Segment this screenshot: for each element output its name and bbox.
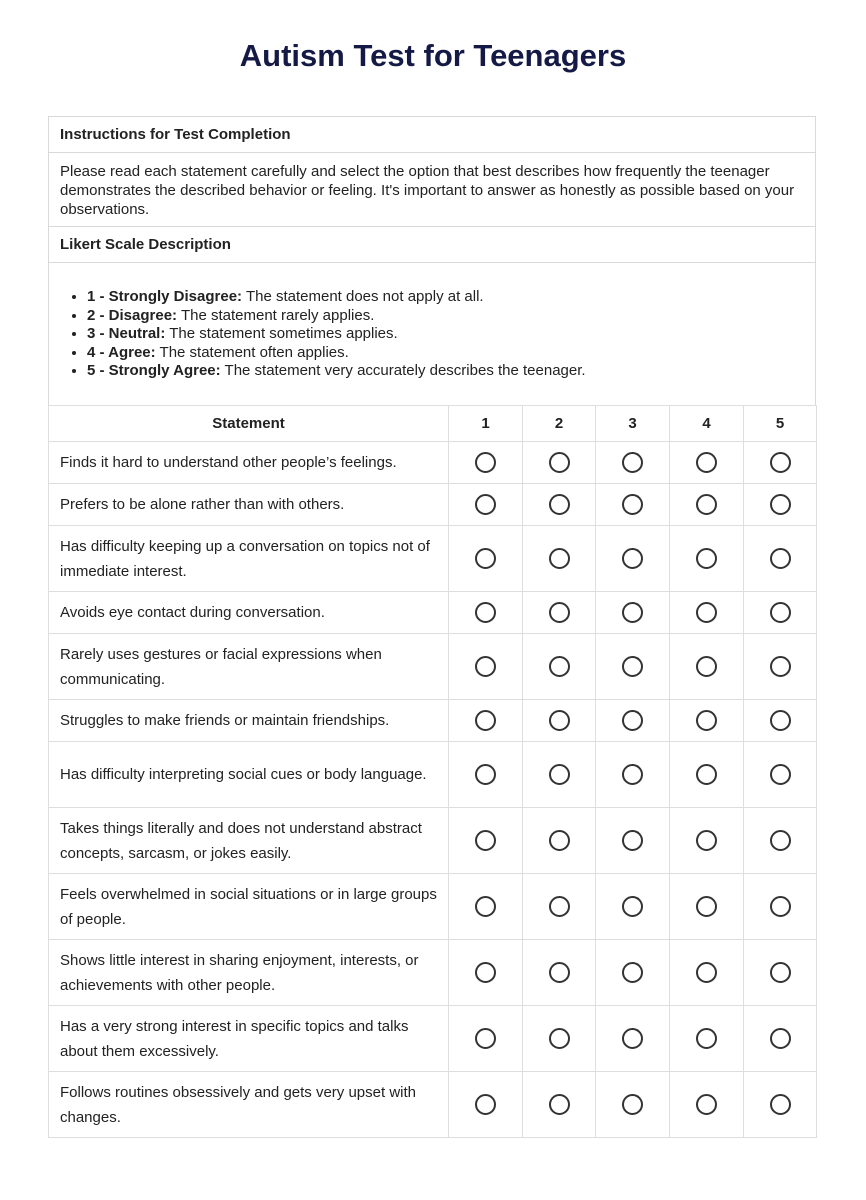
rating-radio-3[interactable] (622, 452, 643, 473)
statement-text: Avoids eye contact during conversation. (49, 592, 449, 634)
instructions-text-box (48, 152, 816, 227)
rating-radio-1[interactable] (475, 1028, 496, 1049)
rating-radio-5[interactable] (770, 656, 791, 677)
rating-cell (670, 808, 744, 874)
column-header-2: 2 (523, 406, 596, 442)
rating-radio-4[interactable] (696, 548, 717, 569)
rating-radio-3[interactable] (622, 656, 643, 677)
rating-cell (449, 592, 523, 634)
rating-cell (449, 526, 523, 592)
rating-radio-4[interactable] (696, 452, 717, 473)
rating-radio-2[interactable] (549, 548, 570, 569)
rating-radio-3[interactable] (622, 764, 643, 785)
rating-cell (523, 742, 596, 808)
likert-item (87, 344, 815, 363)
statement-text: Has a very strong interest in specific topics and talks about them excessively. (49, 1006, 449, 1072)
rating-cell (596, 874, 670, 940)
rating-radio-1[interactable] (475, 548, 496, 569)
rating-radio-3[interactable] (622, 1028, 643, 1049)
rating-cell (523, 700, 596, 742)
rating-cell (596, 808, 670, 874)
statement-text: Prefers to be alone rather than with others. (49, 484, 449, 526)
rating-radio-5[interactable] (770, 764, 791, 785)
rating-cell (744, 592, 817, 634)
rating-cell (523, 634, 596, 700)
column-header-3: 3 (596, 406, 670, 442)
rating-radio-5[interactable] (770, 548, 791, 569)
rating-radio-2[interactable] (549, 710, 570, 731)
rating-cell (670, 700, 744, 742)
rating-cell (449, 808, 523, 874)
rating-radio-1[interactable] (475, 1094, 496, 1115)
rating-radio-4[interactable] (696, 602, 717, 623)
column-header-statement: Statement (49, 406, 449, 442)
likert-item-description: The statement often applies. (155, 343, 349, 361)
rating-cell (449, 700, 523, 742)
table-body (49, 442, 817, 1138)
statement-table (48, 405, 817, 1138)
rating-cell (523, 1006, 596, 1072)
statement-text: Finds it hard to understand other people’s feelings. (49, 442, 449, 484)
rating-cell (596, 634, 670, 700)
rating-radio-1[interactable] (475, 452, 496, 473)
instructions-heading: Instructions for Test Completion (60, 126, 291, 143)
rating-cell (596, 742, 670, 808)
table-row (49, 526, 817, 592)
likert-item-label: 1 - Strongly Disagree: (87, 288, 243, 305)
rating-radio-5[interactable] (770, 1028, 791, 1049)
likert-item (87, 325, 815, 344)
table-row (49, 940, 817, 1006)
rating-cell (523, 526, 596, 592)
likert-item-description: The statement very accurately describes the teenager. (220, 362, 586, 379)
rating-cell (523, 484, 596, 526)
rating-radio-4[interactable] (696, 896, 717, 917)
rating-radio-1[interactable] (475, 656, 496, 677)
column-header-1: 1 (449, 406, 523, 442)
page-title: Autism Test for Teenagers (239, 38, 627, 73)
statement-text: Rarely uses gestures or facial expressions when communicating. (49, 634, 449, 700)
rating-radio-2[interactable] (549, 962, 570, 983)
rating-radio-2[interactable] (549, 494, 570, 515)
rating-cell (523, 940, 596, 1006)
rating-cell (744, 874, 817, 940)
column-header-4: 4 (670, 406, 744, 442)
likert-description-box (48, 262, 816, 406)
rating-radio-1[interactable] (475, 494, 496, 515)
rating-cell (744, 484, 817, 526)
statement-text: Takes things literally and does not understand abstract concepts, sarcasm, or jokes easily. (49, 808, 449, 874)
rating-radio-3[interactable] (622, 602, 643, 623)
rating-radio-4[interactable] (696, 764, 717, 785)
rating-cell (449, 874, 523, 940)
rating-cell (523, 1072, 596, 1138)
table-row (49, 592, 817, 634)
rating-radio-2[interactable] (549, 602, 570, 623)
rating-radio-3[interactable] (622, 494, 643, 515)
likert-header-box (48, 226, 816, 263)
rating-cell (523, 592, 596, 634)
rating-radio-1[interactable] (475, 830, 496, 851)
likert-item-label: 3 - Neutral: (87, 325, 166, 342)
rating-cell (596, 1072, 670, 1138)
likert-item-label: 5 - Strongly Agree: (87, 362, 221, 379)
rating-radio-5[interactable] (770, 710, 791, 731)
rating-radio-3[interactable] (622, 962, 643, 983)
likert-item (87, 288, 815, 307)
table-row (49, 442, 817, 484)
rating-cell (744, 526, 817, 592)
rating-radio-2[interactable] (549, 656, 570, 677)
instructions-text: Please read each statement carefully and select the option that best describes how frequently the teenager demonstrates the described behavior or feeling. It's important to answer as honestly as possible based on your observations. (60, 163, 795, 218)
rating-cell (744, 1072, 817, 1138)
rating-radio-3[interactable] (622, 710, 643, 731)
rating-radio-1[interactable] (475, 602, 496, 623)
rating-cell (523, 442, 596, 484)
table-row (49, 1072, 817, 1138)
likert-item-label: 4 - Agree: (87, 343, 156, 361)
rating-cell (596, 1006, 670, 1072)
rating-cell (670, 742, 744, 808)
rating-radio-4[interactable] (696, 494, 717, 515)
rating-cell (449, 742, 523, 808)
rating-radio-1[interactable] (475, 764, 496, 785)
rating-cell (670, 940, 744, 1006)
rating-cell (744, 742, 817, 808)
rating-radio-2[interactable] (549, 1094, 570, 1115)
rating-radio-3[interactable] (622, 896, 643, 917)
column-header-5: 5 (744, 406, 817, 442)
table-row (49, 700, 817, 742)
rating-radio-5[interactable] (770, 830, 791, 851)
rating-cell (596, 592, 670, 634)
rating-radio-4[interactable] (696, 830, 717, 851)
rating-cell (670, 592, 744, 634)
table-row (49, 874, 817, 940)
rating-cell (670, 1072, 744, 1138)
rating-cell (449, 1006, 523, 1072)
rating-radio-3[interactable] (622, 1094, 643, 1115)
rating-radio-5[interactable] (770, 452, 791, 473)
rating-radio-4[interactable] (696, 710, 717, 731)
statement-text: Shows little interest in sharing enjoyment, interests, or achievements with other people. (49, 940, 449, 1006)
statement-text: Follows routines obsessively and gets very upset with changes. (49, 1072, 449, 1138)
rating-radio-5[interactable] (770, 962, 791, 983)
rating-cell (596, 526, 670, 592)
statement-text: Struggles to make friends or maintain friendships. (49, 700, 449, 742)
rating-cell (523, 808, 596, 874)
likert-item-description: The statement rarely applies. (177, 306, 375, 324)
likert-heading: Likert Scale Description (60, 236, 231, 253)
rating-cell (744, 940, 817, 1006)
rating-cell (744, 808, 817, 874)
rating-cell (670, 442, 744, 484)
rating-cell (596, 442, 670, 484)
rating-cell (596, 484, 670, 526)
rating-cell (449, 1072, 523, 1138)
likert-item (87, 307, 815, 326)
rating-cell (670, 1006, 744, 1072)
table-row (49, 634, 817, 700)
table-row (49, 742, 817, 808)
rating-cell (744, 1006, 817, 1072)
table-header-row (49, 406, 817, 442)
rating-radio-5[interactable] (770, 1094, 791, 1115)
rating-cell (670, 484, 744, 526)
rating-cell (596, 940, 670, 1006)
statement-text: Has difficulty interpreting social cues or body language. (49, 742, 449, 808)
rating-radio-1[interactable] (475, 896, 496, 917)
rating-cell (744, 634, 817, 700)
rating-radio-1[interactable] (475, 962, 496, 983)
rating-cell (670, 874, 744, 940)
rating-radio-3[interactable] (622, 548, 643, 569)
rating-cell (670, 634, 744, 700)
rating-cell (670, 526, 744, 592)
likert-scale-list (49, 263, 815, 381)
instructions-header-box (48, 116, 816, 153)
likert-item (87, 362, 815, 381)
rating-radio-4[interactable] (696, 962, 717, 983)
rating-radio-5[interactable] (770, 896, 791, 917)
rating-cell (449, 634, 523, 700)
rating-cell (596, 700, 670, 742)
rating-radio-4[interactable] (696, 1028, 717, 1049)
table-row (49, 808, 817, 874)
rating-radio-2[interactable] (549, 830, 570, 851)
rating-radio-2[interactable] (549, 896, 570, 917)
rating-radio-4[interactable] (696, 656, 717, 677)
statement-text: Has difficulty keeping up a conversation on topics not of immediate interest. (49, 526, 449, 592)
rating-cell (449, 484, 523, 526)
rating-radio-5[interactable] (770, 494, 791, 515)
rating-radio-5[interactable] (770, 602, 791, 623)
rating-radio-4[interactable] (696, 1094, 717, 1115)
table-row (49, 484, 817, 526)
statement-text: Feels overwhelmed in social situations or in large groups of people. (49, 874, 449, 940)
rating-cell (449, 940, 523, 1006)
likert-item-label: 2 - Disagree: (87, 306, 178, 324)
rating-radio-2[interactable] (549, 764, 570, 785)
rating-radio-2[interactable] (549, 1028, 570, 1049)
rating-radio-1[interactable] (475, 710, 496, 731)
rating-cell (449, 442, 523, 484)
rating-cell (523, 874, 596, 940)
rating-radio-3[interactable] (622, 830, 643, 851)
rating-radio-2[interactable] (549, 452, 570, 473)
likert-item-description: The statement sometimes applies. (165, 325, 398, 342)
rating-cell (744, 442, 817, 484)
likert-item-description: The statement does not apply at all. (242, 288, 484, 305)
table-row (49, 1006, 817, 1072)
rating-cell (744, 700, 817, 742)
